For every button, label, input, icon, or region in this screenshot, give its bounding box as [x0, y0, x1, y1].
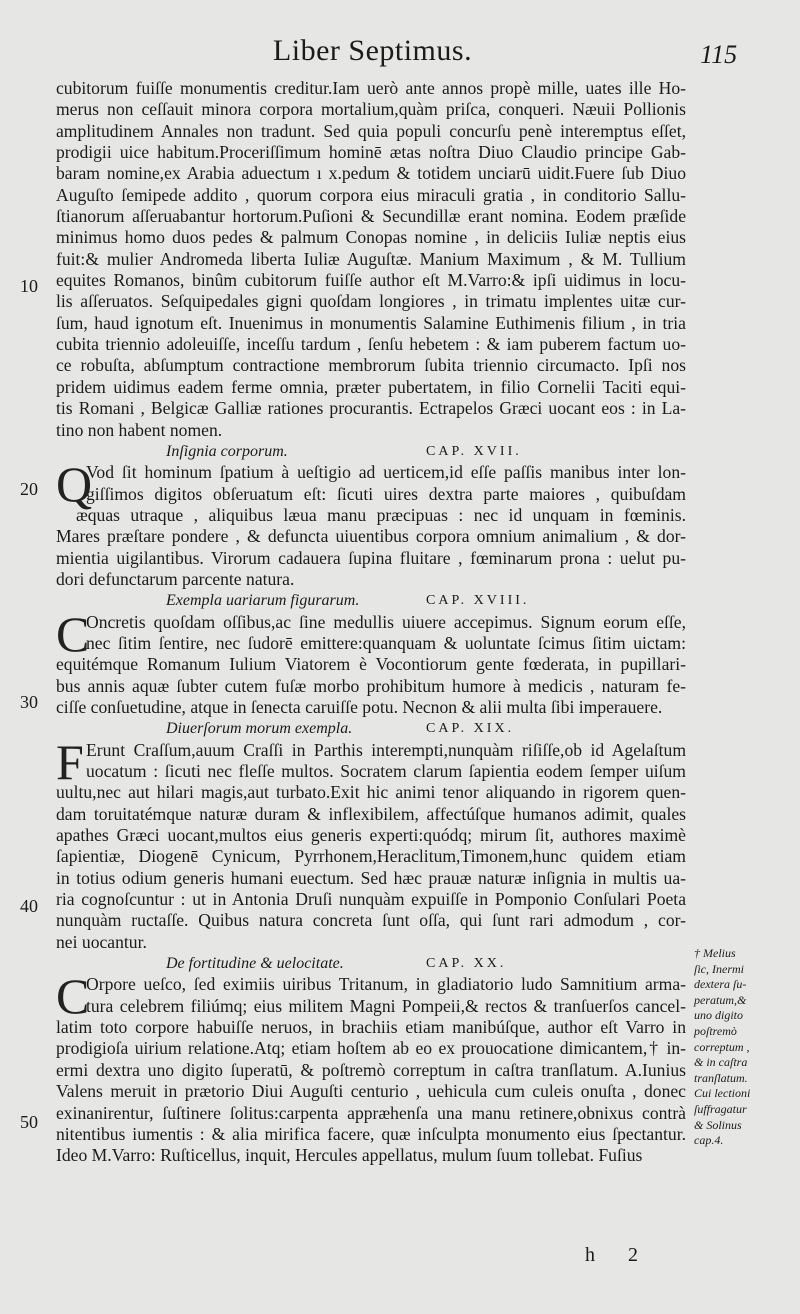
text-line: fuit:& mulier Andromeda liberta Iuliæ Auguſtæ. Manium Maximum , & M. Tullium	[56, 248, 686, 269]
text-line: equitémque Romanum Iulium Viatorem è Vocontiorum gente fœderata, in pupillari-	[56, 654, 686, 675]
text-line: mientia uigilantibus. Virorum cadauera ſupina fluitare , fœminarum prona : uelut pu-	[56, 547, 686, 568]
chapter-number: CAP. XVIII.	[426, 593, 530, 609]
text-line: amplitudinem Annales non tradunt. Sed quia populi concurſu penè interemptus eſſet,	[56, 120, 686, 141]
marginal-note-line: uno digito	[694, 1008, 744, 1023]
text-line: Valens meruit in prætorio Diui Auguſti centurio , uehicula cum culeis onuſta , donec	[56, 1081, 686, 1102]
text-line: ſtianorum aſſeruabantur hortorum.Puſioni & Secundillæ erant nomina. Eodem præſide	[56, 206, 686, 227]
text-line: nunquàm ructaſſe. Quibus natura concreta ſunt oſſa, qui ſunt rari admodum , cor-	[56, 910, 686, 931]
text-line: uultu,nec aut hilari magis,aut turbato.Exit hic animi tenor aliquando in rigorem quen-	[56, 782, 686, 803]
text-line: Erunt Craſſum,auum Craſſi in Parthis interempti,nunquàm riſiſſe,ob id Agelaſtum	[86, 739, 686, 760]
text-paragraph	[56, 968, 686, 1166]
text-line: equites Romanos, binûm cubitorum fuiſſe author eſt M.Varro:& ipſi uidimus in locu-	[56, 270, 686, 291]
text-line: cubita triennio adoleuiſſe, inceſſu tardum , ſenſu hebetem : & iam puberem factum uo-	[56, 334, 686, 355]
text-line: cubitorum fuiſſe monumentis creditur.Iam uerò ante annos propè mille, uates ille Ho-	[56, 78, 686, 98]
chapter-title: Diuerſorum morum exempla.	[166, 720, 353, 738]
text-line: pridem uidimus eadem ferme omnia, præter pubertatem, in filio Cornelii Taciti equi-	[56, 376, 686, 397]
chapter-number: CAP. XX.	[426, 956, 507, 972]
text-line: nec ſitim ſentire, nec ſudorē emittere:quanquam & uoluntate ſcimus ſitim uictam:	[86, 632, 686, 653]
marginal-note-line: tranſlatum.	[694, 1070, 748, 1085]
text-line: uocatum : ſicuti nec fleſſe multos. Socratem clarum ſapientia eodem ſemper uiſum	[86, 761, 686, 781]
text-line: latim toto corpore habuiſſe neruos, in brachiis etiam manibúſque, author eſt Varro in	[56, 1017, 686, 1038]
text-line: dam toruitatémque naturæ duram & inflexibilem, affectúſque humanos adimit, quales	[56, 803, 686, 824]
text-line: apathes Græci uocant,multos eius generis experti:quódq; mirum ſit, authores maximè	[56, 825, 686, 846]
text-line: exinanirentur, ſuſtinere ſolitus:carpenta appræhenſa una manu retinere,obnixus contrà	[56, 1102, 686, 1123]
line-number-20: 20	[20, 479, 38, 499]
text-line: merus non ceſſauit minora corpora mortalium,quàm priſca, conqueri. Næuii Pollionis	[56, 99, 686, 120]
marginal-note-line: ſic, Inermi	[694, 961, 744, 976]
line-number-30: 30	[20, 692, 38, 712]
marginal-note-line: ſuffragatur	[694, 1101, 747, 1116]
running-header-title: Liber Septimus.	[272, 34, 473, 67]
marginal-note-line: & Solinus	[694, 1117, 742, 1132]
text-line: Mares præſtare pondere , & defuncta uiuentibus corpora omnium animalium , & dor-	[56, 526, 686, 547]
marginal-note-line: correptum ,	[694, 1039, 750, 1054]
main-text-column	[56, 78, 686, 1167]
text-line: minimus homo duos pedes & palmum Conopas nomine , in deliciis Iuliæ neptis eius	[56, 227, 686, 248]
chapter-heading	[56, 590, 686, 611]
page-number: 115	[700, 40, 738, 69]
text-line: lis aſſeruatos. Seſquipedales gigni quoſdam longiores , in trimatu implentes uitæ cur-	[56, 291, 686, 312]
text-line: dori defunctarum parcente natura.	[56, 568, 295, 589]
text-line: prodigioſa uirium relatione.Atq; etiam hoſtem ab eo ex prouocatione dimicantem,† in-	[56, 1038, 686, 1059]
text-line: Auguſto ſemipede addito , quorum corpora eius miraculi gratia , in conditorio Sallu-	[56, 184, 686, 205]
drop-capital: C	[56, 605, 90, 662]
text-line: baram nomine,ex Arabia aduectum ı x.pedum & totidem unciarū uidit.Fuere ſub Diuo	[56, 163, 686, 184]
chapter-heading	[56, 441, 686, 462]
text-line: ſapientiæ, Diogenē Cynicum, Pyrrhonem,Heraclitum,Timonem,hunc quidem etiam	[56, 846, 686, 867]
text-line: prodigii uice habitum.Proceriſſimum hominē ætas noſtra Diuo Claudio principe Gab-	[56, 142, 686, 163]
text-paragraph	[56, 733, 686, 953]
marginal-note-line: & in caſtra	[694, 1055, 748, 1070]
marginal-note	[694, 946, 800, 1149]
marginal-note-line: poſtremò	[694, 1023, 737, 1038]
text-paragraph	[56, 78, 686, 441]
drop-capital: C	[56, 968, 90, 1025]
marginal-note-line: peratum,&	[694, 992, 747, 1007]
marginal-note-line: cap.4.	[694, 1133, 724, 1148]
text-line: tura celebrem filiúmq; eius militem Magni Pompeii,& rectos & tranſuerſos cancel-	[86, 995, 686, 1016]
chapter-number: CAP. XIX.	[426, 721, 515, 737]
text-line: nei uocantur.	[56, 931, 147, 952]
text-line: Orpore ueſco, ſed eximiis uiribus Tritanum, in gladiatorio ludo Samnitium arma-	[86, 974, 686, 995]
marginal-note-line: dextera ſu-	[694, 977, 747, 992]
text-line: Oncretis quoſdam oſſibus,ac ſine medullis uiuere accepimus. Signum eorum eſſe,	[86, 611, 686, 632]
chapter-title: Exempla uariarum figurarum.	[166, 592, 360, 610]
text-line: Vod ſit hominum ſpatium à ueſtigio ad uerticem,id eſſe paſſis manibus inter lon-	[86, 462, 686, 483]
chapter-title: Inſignia corporum.	[166, 442, 288, 460]
text-line: ria cognoſcuntur : ut in Antonia Druſi nunquàm expuiſſe in Pomponio Conſulari Poeta	[56, 889, 686, 910]
marginal-note-line: Cui lectioni	[694, 1086, 751, 1101]
text-line: ciſſe conſuetudine, atque in ſenecta caruiſſe potu. Necnon & alii multa ſibi imperauere.	[56, 696, 663, 717]
line-number-40: 40	[20, 896, 38, 916]
drop-capital: F	[56, 733, 84, 790]
text-paragraph	[56, 456, 686, 590]
chapter-number: CAP. XVII.	[426, 443, 522, 459]
text-line: giſſimos digitos obſeruatum eſt: ſicuti uires dextra parte maiores , quibuſdam	[86, 483, 686, 504]
text-line: ermi dextra uno digito ſuperatū, & poſtremò correptum in caſtra tranſlatum. A.Iunius	[56, 1059, 686, 1080]
text-paragraph	[56, 605, 686, 719]
text-line: Ideo M.Varro: Ruſticellus, inquit, Hercules appellatus, mulum ſuum tollebat. Fuſius	[56, 1145, 643, 1166]
line-number-10: 10	[20, 276, 38, 296]
text-line: ſum, haud ignotum eſt. Inuenimus in monumentis Salamine Euthimenis filium , in tria	[56, 312, 686, 333]
drop-capital: Q	[56, 456, 93, 513]
text-line: æquas utraque , aliquibus læua manu præcipuas : nec id unquam in fœminis.	[76, 504, 686, 525]
signature-mark: h 2	[585, 1244, 652, 1266]
text-line: tis Romani , Belgicæ Galliæ rationes procurantis. Ectrapelos Græci uocant eos : in La-	[56, 398, 686, 419]
chapter-heading	[56, 718, 686, 739]
chapter-heading	[56, 953, 686, 974]
line-number-50: 50	[20, 1112, 38, 1132]
marginal-note-line: † Melius	[694, 946, 736, 960]
text-line: nitentibus iumentis : & alia mirifica facere, quæ inſculpta monumento eius ſpectantur.	[56, 1123, 686, 1144]
text-line: ce robuſta, abſumptum contractione membrorum ſubita triennio circumacto. Ipſi nos	[56, 355, 686, 376]
text-line: in totius odium generis humani euectum. Sed hæc prauæ naturæ inſignia in multis ua-	[56, 867, 686, 888]
chapter-title: De fortitudine & uelocitate.	[166, 955, 344, 973]
text-line: tino non habent nomen.	[56, 419, 223, 440]
text-line: bus annis aquæ ſubter cutem fuſæ morbo prohibitum humore à medicis , naturam fe-	[56, 675, 686, 696]
